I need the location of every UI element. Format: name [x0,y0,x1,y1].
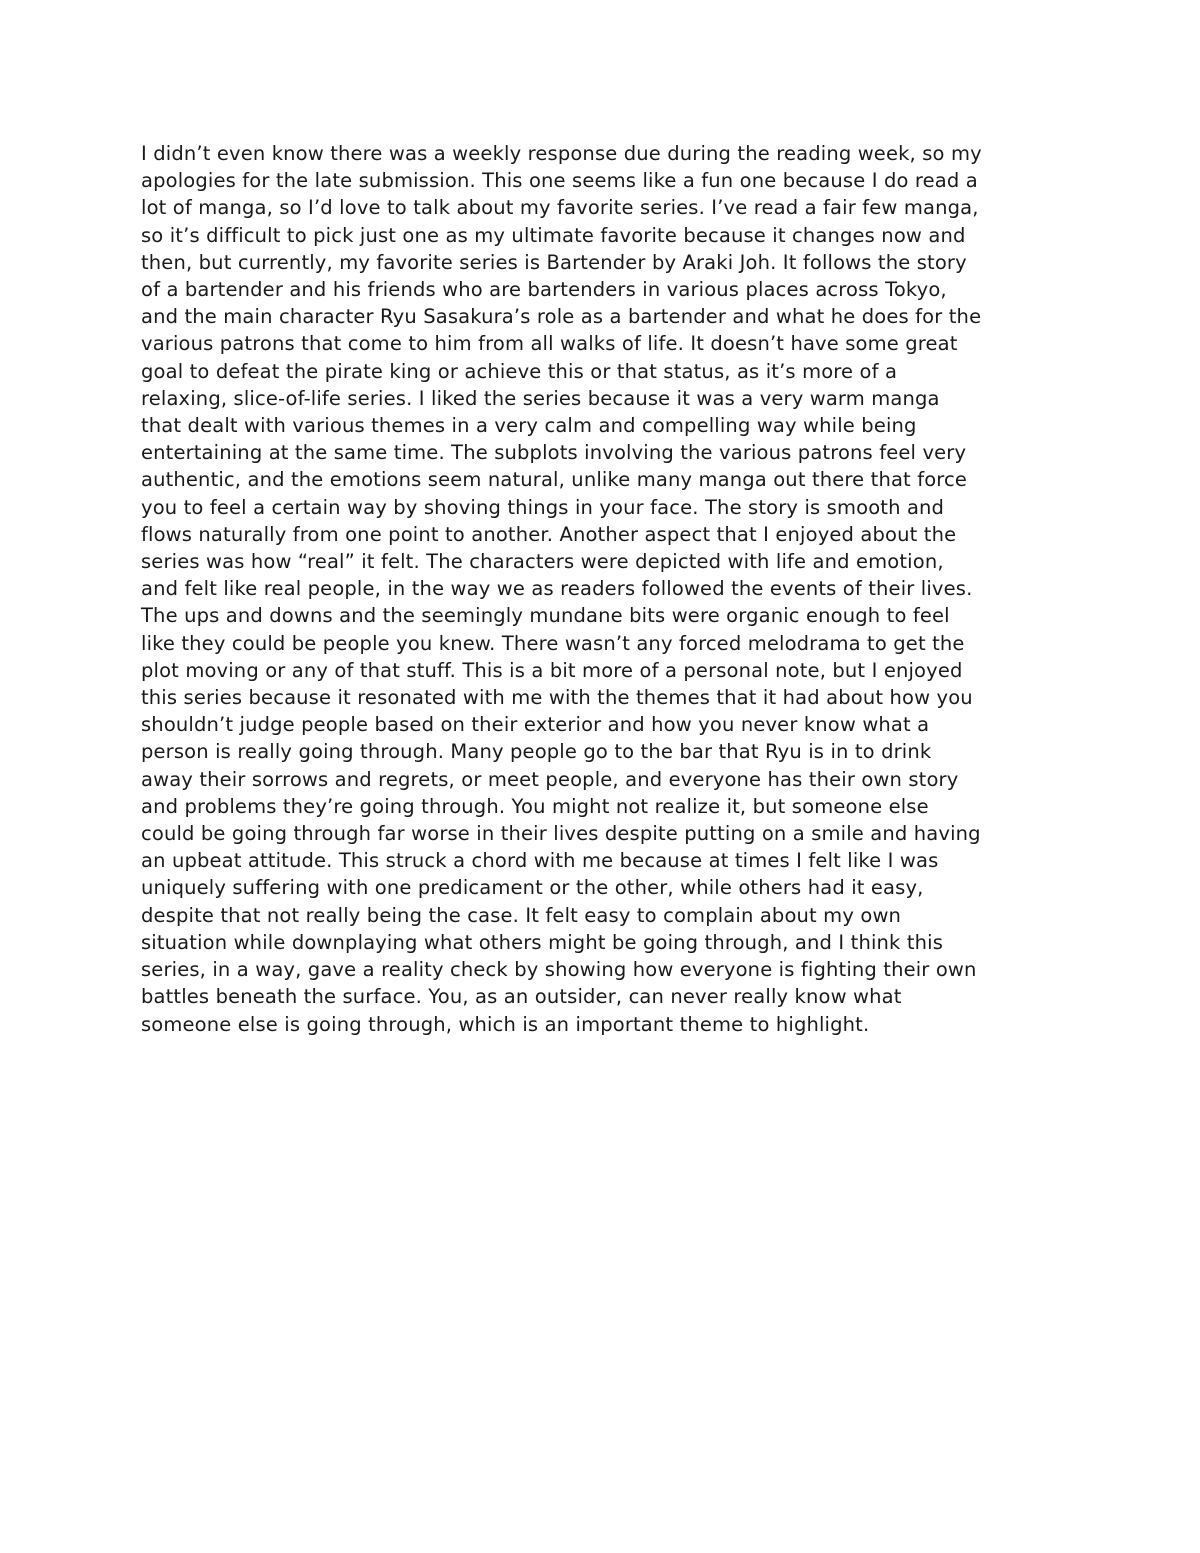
text-line: various patrons that come to him from all walks of life. It doesn’t have some great [141,332,958,356]
text-line: away their sorrows and regrets, or meet people, and everyone has their own story [141,767,959,791]
text-line: person is really going through. Many people go to the bar that Ryu is in to drink [141,740,932,764]
text-line: lot of manga, so I’d love to talk about my favorite series. I’ve read a fair few manga, [141,196,979,220]
text-line: situation while downplaying what others might be going through, and I think this [141,930,944,954]
text-line: of a bartender and his friends who are bartenders in various places across Tokyo, [141,278,947,302]
text-line: and problems they’re going through. You might not realize it, but someone else [141,794,929,818]
text-line: an upbeat attitude. This struck a chord with me because at times I felt like I was [141,849,939,873]
text-line: apologies for the late submission. This one seems like a fun one because I do read a [141,169,978,193]
text-line: The ups and downs and the seemingly mundane bits were organic enough to feel [141,604,950,628]
text-line: authentic, and the emotions seem natural, unlike many manga out there that force [141,468,968,492]
text-line: I didn’t even know there was a weekly response due during the reading week, so my [141,142,982,165]
text-line: like they could be people you knew. There wasn’t any forced melodrama to get the [141,631,965,655]
text-line: this series because it resonated with me with the themes that it had about how you [141,686,973,710]
text-line: relaxing, slice-of-life series. I liked the series because it was a very warm manga [141,386,940,410]
text-line: goal to defeat the pirate king or achieve this or that status, as it’s more of a [141,359,898,383]
text-line: entertaining at the same time. The subplots involving the various patrons feel very [141,441,967,465]
text-line: uniquely suffering with one predicament or the other, while others had it easy, [141,876,924,900]
text-line: someone else is going through, which is an important theme to highlight. [141,1012,870,1036]
text-line: flows naturally from one point to another. Another aspect that I enjoyed about the [141,522,957,546]
text-line: then, but currently, my favorite series is Bartender by Araki Joh. It follows the story [141,250,967,274]
text-line: series was how “real” it felt. The characters were depicted with life and emotion, [141,550,944,574]
text-line: could be going through far worse in their lives despite putting on a smile and having [141,822,981,846]
text-line: plot moving or any of that stuff. This is a bit more of a personal note, but I enjoyed [141,658,963,682]
text-line: shouldn’t judge people based on their exterior and how you never know what a [141,713,930,737]
text-line: so it’s difficult to pick just one as my ultimate favorite because it changes now and [141,223,966,247]
text-line: that dealt with various themes in a very calm and compelling way while being [141,414,917,438]
text-line: you to feel a certain way by shoving things in your face. The story is smooth and [141,495,945,519]
text-line: and the main character Ryu Sasakura’s role as a bartender and what he does for the [141,305,982,329]
text-line: battles beneath the surface. You, as an outsider, can never really know what [141,985,902,1009]
text-line: series, in a way, gave a reality check by showing how everyone is fighting their own [141,958,977,982]
body-paragraph [141,140,1071,1038]
text-line: and felt like real people, in the way we as readers followed the events of their lives. [141,577,973,601]
text-line: despite that not really being the case. It felt easy to complain about my own [141,903,902,927]
